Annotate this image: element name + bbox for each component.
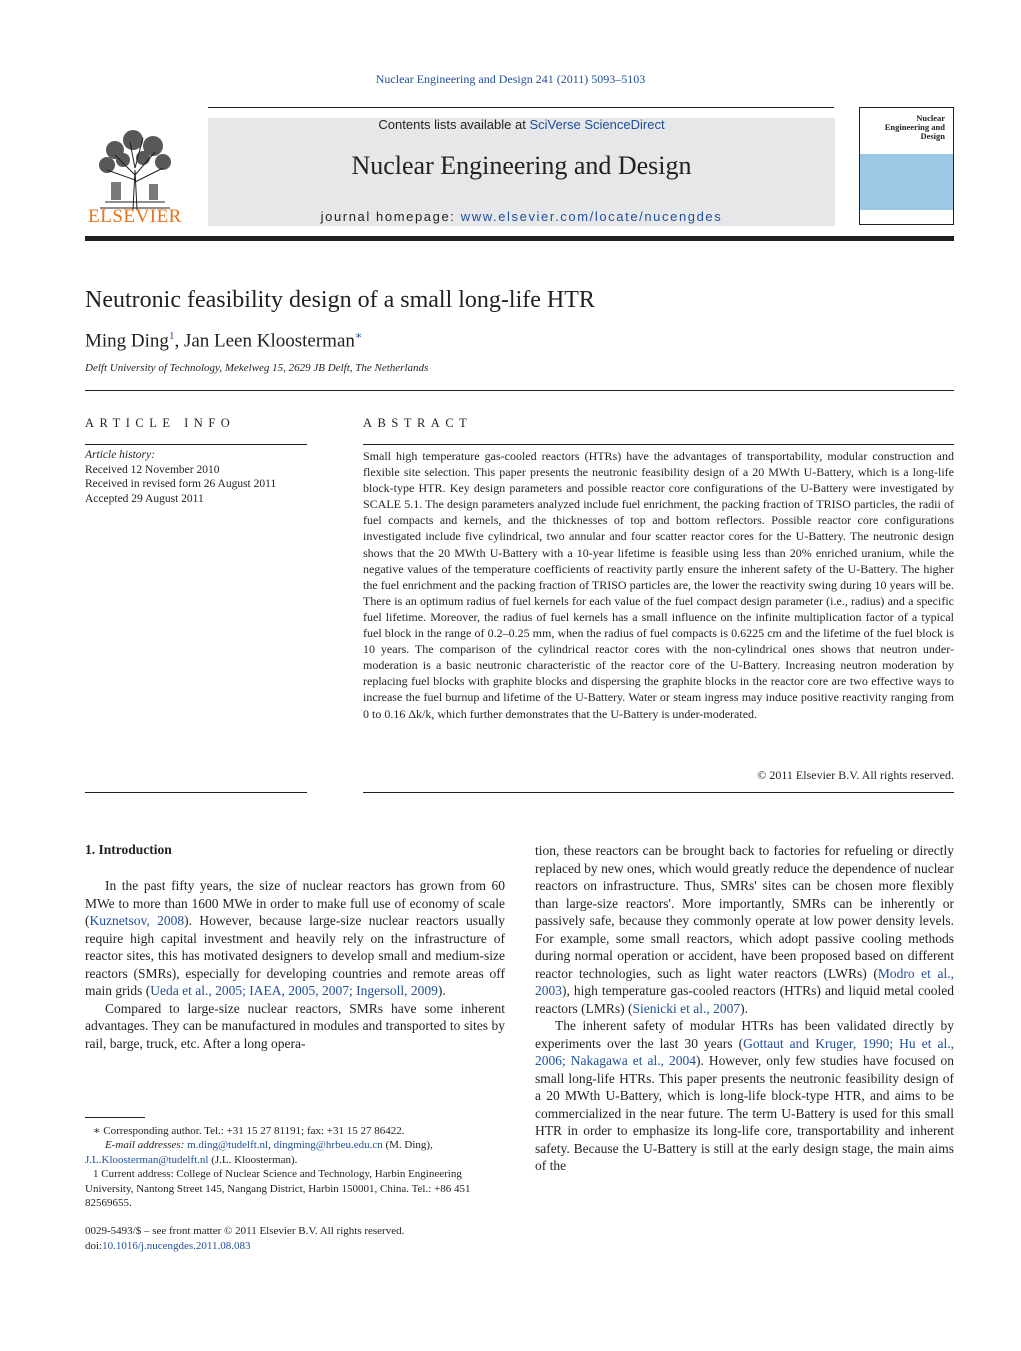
abstract-heading: ABSTRACT	[363, 416, 473, 430]
header-thick-rule	[85, 236, 954, 241]
elsevier-wordmark: ELSEVIER	[88, 206, 182, 227]
front-matter-line: 0029-5493/$ – see front matter © 2011 Elsevier B.V. All rights reserved.	[85, 1225, 405, 1237]
revised-date: Received in revised form 26 August 2011	[85, 478, 277, 491]
abstract-copyright: © 2011 Elsevier B.V. All rights reserved.	[757, 768, 954, 782]
journal-homepage	[208, 209, 835, 224]
sciencedirect-link[interactable]: SciVerse ScienceDirect	[529, 117, 665, 132]
homepage-link[interactable]: www.elsevier.com/locate/nucengdes	[460, 209, 723, 224]
article-info-bottom-rule	[85, 792, 307, 793]
footnote-rule	[85, 1117, 145, 1118]
journal-cover-thumbnail	[859, 107, 954, 225]
received-date: Received 12 November 2010	[85, 463, 220, 476]
citation-link[interactable]: Modro et al., 2003	[535, 965, 954, 998]
contents-line	[208, 117, 835, 132]
abstract-rule	[363, 444, 954, 445]
title-rule	[85, 390, 954, 391]
email-link[interactable]: J.L.Kloosterman@tudelft.nl	[85, 1153, 209, 1166]
footnotes	[85, 1124, 505, 1210]
section-title: 1. Introduction	[85, 842, 172, 857]
footnote-current-address: 1 Current address: College of Nuclear Science and Technology, Harbin Engineering University, Nantong Street 145, Nangang District, Harbin 150001, China. Tel.: +86 451 82569655.	[85, 1168, 471, 1210]
author-name: Ming Ding	[85, 330, 169, 352]
article-info-rule	[85, 444, 307, 445]
citation-link[interactable]: Ueda et al., 2005; IAEA, 2005, 2007; Ingersoll, 2009	[150, 983, 438, 998]
article-history	[85, 448, 307, 507]
journal-name: Nuclear Engineering and Design	[351, 151, 692, 180]
affiliation: Delft University of Technology, Mekelweg 15, 2629 JB Delft, The Netherlands	[85, 362, 429, 374]
contents-prefix: Contents lists available at	[378, 117, 530, 132]
issn-block	[85, 1224, 404, 1253]
history-label: Article history:	[85, 449, 155, 461]
paragraph: In the past fifty years, the size of nuclear reactors has grown from 60 MWe to more than 1600 MWe in order to make full use of economy of scale (Kuznetsov, 2008). However, because large-size nuclear reactors usually require high capital investment and heavily rely on the infrastructure of reactor sites, this has motivated designers to develop small and medium-size reactors (SMRs), especially for developing countries and remote areas off main grids (Ueda et al., 2005; IAEA, 2005, 2007; Ingersoll, 2009).	[85, 878, 505, 998]
author-list	[85, 329, 362, 352]
author-separator: ,	[174, 330, 184, 352]
homepage-prefix: journal homepage:	[320, 209, 461, 224]
accepted-date: Accepted 29 August 2011	[85, 493, 204, 506]
citation-link[interactable]: Gottaut and Kruger, 1990; Hu et al., 2006; Nakagawa et al., 2004	[535, 1035, 954, 1068]
paragraph: tion, these reactors can be brought back to factories for refueling or directly replaced by new ones, which would greatly reduce the dependence of nuclear reactors on infrastructure. Thus, SMRs' sites can be chosen more flexibly than large-size reactors'. More importantly, SMRs can be inherently or passively safe, because they commonly operate at low power density levels. For example, some small reactors, which adopt passive cooling methods during normal operation or accident, have been proposed based on different reactor technologies, such as light water reactors (LWRs) (Modro et al., 2003), high temperature gas-cooled reactors (HTRs) and liquid metal cooled reactors (LMRs) (Sienicki et al., 2007).	[535, 843, 954, 1016]
email-link[interactable]: dingming@hrbeu.edu.cn	[273, 1139, 383, 1152]
paragraph: The inherent safety of modular HTRs has been validated directly by experiments over the last 30 years (Gottaut and Kruger, 1990; Hu et al., 2006; Nakagawa et al., 2004). However, only few studies have focused on small long-life HTRs. This paper presents the neutronic feasibility design of a 20 MWth U-Battery, which is long-life block-type HTR, and aims to be commercialized in the near future. The term U-Battery is used for this small HTR in order to emphasize its long-life core, transportability and inherent safety. Because the U-Battery is still at the early design stage, the main aims of the	[535, 1018, 955, 1173]
right-column	[535, 842, 954, 1175]
cover-title: Nuclear Engineering and Design	[884, 113, 945, 141]
corresponding-author-mark[interactable]: ∗	[354, 330, 363, 342]
author-footnote-mark[interactable]: 1	[168, 330, 175, 342]
author-name: Jan Leen Kloosterman	[183, 330, 355, 352]
doi-link[interactable]: 10.1016/j.nucengdes.2011.08.083	[102, 1239, 251, 1252]
citation-link[interactable]: Kuznetsov, 2008	[89, 913, 185, 928]
email-link[interactable]: m.ding@tudelft.nl	[187, 1139, 269, 1152]
footnote-emails: E-mail addresses: m.ding@tudelft.nl, dingming@hrbeu.edu.cn (M. Ding), J.L.Kloosterman@tudelft.nl (J.L. Kloosterman).	[85, 1139, 433, 1166]
citation-link[interactable]: Sienicki et al., 2007	[632, 1000, 741, 1016]
left-column	[85, 877, 505, 1052]
article-title: Neutronic feasibility design of a small long-life HTR	[85, 287, 595, 313]
header-rule	[208, 107, 834, 108]
abstract-text: Small high temperature gas-cooled reactors (HTRs) have the advantages of transportability, modular construction and flexible site selection. This paper presents the neutronic feasibility design of a 20 MWth U-Battery, which is a long-life block-type HTR. Key design parameters and possible reactor core configurations of the U-Battery were investigated by SCALE 5.1. The design parameters analyzed include fuel enrichment, the packing fraction of TRISO particles, the radii of fuel compacts and kernels, and the thicknesses of top and bottom reflectors. Possible reactor core configurations investigated include five cylindrical, two annular and four scatter reactor cores for the U-Battery. The neutronic design shows that the 20 MWth U-Battery with a 10-year lifetime is feasible using less than 20% enriched uranium, while the negative values of the temperature coefficients of reactivity partly ensure the inherent safety of the U-Battery. The higher the fuel enrichment and the packing fraction of TRISO particles are, the lower the reactivity swing during 10 years will be. There is an optimum radius of fuel kernels for each value of the fuel compact design parameter (i.e., radius) and a specific fuel lifetime. Moreover, the radius of fuel kernels has a small influence on the infinite multiplication factor of a typical fuel block in the range of 0.2–0.25 mm, when the radius of fuel compacts is 0.6225 cm and the lifetime of the fuel block is 10 years. The comparison of the cylindrical reactor cores with the non-cylindrical ones shows that neutron under-moderation is a basic neutronic characteristic of the reactor core of the U-Battery. Increasing neutron moderation by replacing fuel blocks with graphite blocks and dispersing the graphite blocks in the reactor core are two effective ways to increase the fuel burnup and lifetime of the U-Battery. Water or steam ingress may induce positive reactivity ranging from 0 to 0.16 Δk/k, which further demonstrates that the U-Battery is under-moderated.	[363, 449, 954, 721]
doi-line: doi:10.1016/j.nucengdes.2011.08.083	[85, 1239, 251, 1252]
abstract-bottom-rule	[363, 792, 954, 793]
paragraph: Compared to large-size nuclear reactors, SMRs have some inherent advantages. They can be manufactured in modules and transported to sites by rail, barge, truck, etc. After a long opera-	[85, 1000, 505, 1051]
footnote-corresponding: ∗ Corresponding author. Tel.: +31 15 27 81191; fax: +31 15 27 86422.	[93, 1125, 405, 1137]
journal-citation[interactable]: Nuclear Engineering and Design 241 (2011) 5093–5103	[375, 72, 646, 86]
article-info-heading: ARTICLE INFO	[85, 416, 236, 430]
